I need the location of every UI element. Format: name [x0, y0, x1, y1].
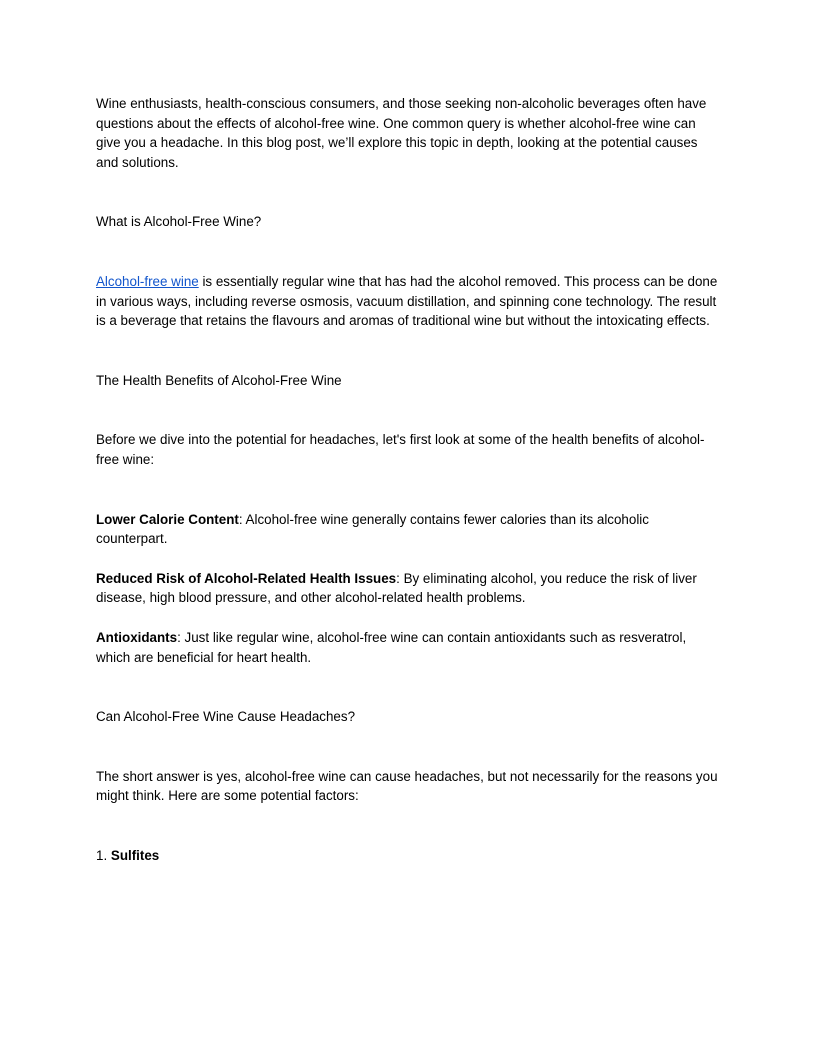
alcohol-free-wine-link[interactable]: Alcohol-free wine [96, 273, 199, 289]
benefit-title: Antioxidants [96, 629, 178, 645]
what-paragraph-text: is essentially regular wine that has had the alcohol removed. This process can be done in various ways, including reverse osmosis, vacuum distillation, and spinning cone technology. The result is a beverage that retains the flavours and aromas of traditional wine but without the intoxicating effects. [96, 273, 718, 329]
what-paragraph [96, 272, 722, 331]
headaches-intro-paragraph: The short answer is yes, alcohol-free wine can cause headaches, but not necessarily for the reasons you might think. Here are some potential factors: [96, 768, 718, 804]
benefit-item [96, 628, 722, 667]
benefit-text: : Just like regular wine, alcohol-free wine can contain antioxidants such as resveratrol, which are beneficial for heart health. [96, 629, 687, 665]
benefit-text: : Alcohol-free wine generally contains fewer calories than its alcoholic counterpart. [96, 511, 649, 547]
benefit-text: : By eliminating alcohol, you reduce the risk of liver disease, high blood pressure, and other alcohol-related health problems. [96, 570, 697, 606]
benefit-item [96, 510, 722, 549]
intro-paragraph: Wine enthusiasts, health-conscious consumers, and those seeking non-alcoholic beverages often have questions about the effects of alcohol-free wine. One common query is whether alcohol-free wine can give you a headache. In this blog post, we’ll explore this topic in depth, looking at the potential causes and solutions. [96, 96, 707, 170]
heading-health-benefits: The Health Benefits of Alcohol-Free Wine [96, 372, 342, 388]
benefit-title: Reduced Risk of Alcohol-Related Health Issues [96, 570, 397, 586]
benefit-item [96, 569, 722, 608]
document-page [96, 94, 722, 865]
benefits-intro-paragraph: Before we dive into the potential for headaches, let's first look at some of the health benefits of alcohol-free wine: [96, 432, 705, 467]
heading-what-is-alcohol-free-wine: What is Alcohol-Free Wine? [96, 214, 262, 230]
factor-number: 1. [96, 847, 111, 863]
benefit-title: Lower Calorie Content [96, 511, 239, 527]
factor-title: Sulfites [110, 847, 160, 863]
heading-can-cause-headaches: Can Alcohol-Free Wine Cause Headaches? [96, 709, 356, 725]
factor-item-sulfites [96, 846, 722, 866]
